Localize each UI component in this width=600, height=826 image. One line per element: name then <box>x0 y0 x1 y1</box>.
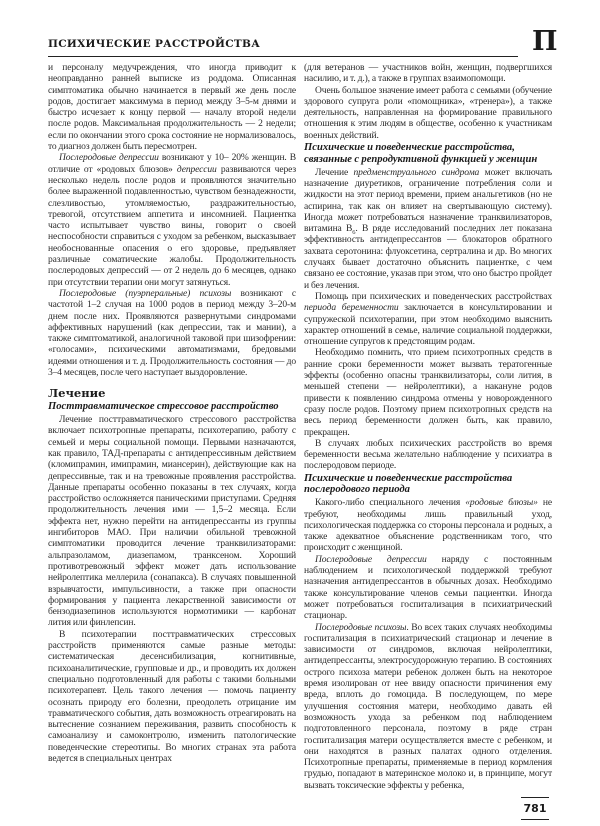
italic-term: Послеродовые (пуэрперальные) психозы <box>59 287 232 299</box>
paragraph <box>304 62 552 85</box>
paragraph <box>304 438 552 472</box>
italic-term: Послеродовые психозы <box>315 621 407 633</box>
paragraph <box>48 629 296 765</box>
text-run: . В ряде исследований последних лет показана эффективность антидепрессантов — блокаторов обратного захвата серотонина: флуоксетина, сертралина и др. Во многих случаях бывает достаточно объяснить пациентке, с чем связано ее состояние, указав при этом, что оно быстро пройдет и без лечения. <box>304 223 552 291</box>
text-run: и персоналу медучреждения, что иногда приводит к неоправданно ранней выписке из роддома. Описанная симптоматика обычно начинается в первый же день после родов, достигает максимума в период между 3–5-м днями и быстро исчезает к концу первой — началу второй недели после родов. Максимальная продолжительность — 2 недели; если по окончании этого срока состояние не нормализовалось, то диагноз должен быть пересмотрен. <box>48 62 296 153</box>
text-run: (для ветеранов — участников войн, женщин, подвергшихся насилию, и т. д.), а также в группах взаимопомощи. <box>304 62 552 85</box>
paragraph <box>48 288 296 378</box>
text-run: В психотерапии посттравматических стрессовых расстройств применяются самые разные методы: систематическая десенсибилизация, когнитивные, психоаналитические, групповые и др., и проводить их должен специально подготовленный для работы с такими больными психотерапевт. Цель такого лечения — помочь пациенту осознать природу его болезни, преодолеть отрицание им травматического события, дать возможность отреагировать на вытеснение сознанием переживания, развить способность к самоанализу и самоконтролю, изменить патологические поведенческие стереотипы. Во многих странах эта работа ведется в специальных центрах <box>48 628 296 765</box>
running-header-title: ПСИХИЧЕСКИЕ РАССТРОЙСТВА <box>48 38 261 50</box>
paragraph <box>48 62 296 152</box>
text-run: развиваются через несколько недель после родов и проявляются значительно более выраженной подавленностью, чувством безнадежности, слезливостью, утомляемостью, раздражительностью, тревогой, отсутствием аппетита и инсомнией. Пациентка часто испытывает чувство вины, говорит о своей неспособности справиться с уходом за ребенком, высказывает необоснованные опасения о его здоровье, предъявляет различные соматические жалобы. Продолжительность послеродовых депрессий — от 2 недель до 6 месяцев, однако при отсутствии терапии они могут затянуться. <box>48 163 296 288</box>
paragraph <box>304 85 552 141</box>
text-run: не требуют, необходимы лишь правильный уход, психологическая поддержка со стороны персонала и родных, а также адекватное объяснение родственникам того, что происходит с женщиной. <box>304 497 553 554</box>
italic-term: периода беременности <box>304 302 399 314</box>
subscript: 6 <box>352 229 356 237</box>
text-run: наряду с постоянным наблюдением и психологической поддержкой требуют назначения антидепрессантов в обычных дозах. Необходимо также консультирование членов семьи пациентки. Иногда может потребоваться госпитализация в психиатрический стационар. <box>304 553 552 622</box>
subsection-heading: Психические и поведенческие расстройства, связанные с репродуктивной функцией у женщин <box>304 142 538 165</box>
subsection-heading: Посттравматическое стрессовое расстройство <box>48 401 279 413</box>
paragraph <box>48 152 296 288</box>
text-run: . Во всех таких случаях необходимы госпитализация в психиатрический стационар и лечение в зависимости от синдромов, включая нейролептики, антидепрессанты, электросудорожную терапию. В состояниях острого психоза матери ребенок должен быть на некоторое время изолирован от нее ввиду опасности причинения ему вреда, вплоть до гомоцида. В последующем, по мере улучшения состояния матери, необходимо давать ей возможность ухода за ребенком под наблюдением подготовленного персонала, поэтому в ряде стран госпитализация матери осуществляется вместе с ребенком, и они находятся в разных палатах одного отделения. Психотропные препараты, применяемые в период кормления грудью, попадают в материнское молоко и, в принципе, могут вызвать токсические эффекты у ребенка, <box>304 621 552 791</box>
text-run: может включать назначение диуретиков, ограничение потребления соли и жидкости на этот период времени, прием анальгетиков (но не аспирина, так как он влияет на свертывающую систему). Иногда может потребоваться назначение транквилизаторов, витамина B <box>304 166 552 235</box>
text-run: Какого-либо специального лечения <box>315 497 466 509</box>
paragraph <box>304 554 552 622</box>
paragraph <box>304 291 552 347</box>
page-number: 781 <box>521 797 549 820</box>
text-run: Лечение посттравматического стрессового расстройства включает психотропные препараты, психотерапию, работу с семьей и меры социальной помощи. Первыми назначаются, как правило, ТАД-препараты с антидепрессивным действием (кломипрамин, имипрамин, миансерин), действующие как на депрессивные, так и на тревожные проявления расстройства. Данные препараты особенно показаны в тех случаях, когда расстройство осложняется паническими приступами. Средняя продолжительность лечения ими — 1,5–2 месяца. Если эффекта нет, нужно перейти на антидепрессанты из группы ингибиторов МАО. При наличии обильной тревожной симптоматики проводится лечение транквилизаторами: альпразоламом, диазепамом, транксеном. Хороший противотревожный эффект может дать использование нейролептика меллерила (сонапакса). В случаях повышенной взрывчатости, импульсивности, а также при опасности формирования у пациента лекарственной зависимости от бензодиазепинов используются нормотимики — карбонат лития или финлепсин. <box>48 414 296 629</box>
text-run: возникают с частотой 1–2 случая на 1000 родов в период между 3–20-м днем после них. Проявляются развернутыми синдромами аффективных нарушений (как депрессии, так и мании), а также симптоматикой, аналогичной таковой при шизофрении: «голосами», психическими автоматизмами, бредовыми идеями отношения и т. д. Продолжительность состояния — до 3–4 месяцев, после чего наступает выздоровление. <box>48 287 296 379</box>
left-column <box>48 62 296 764</box>
italic-term: «родовые блюзы» <box>465 497 538 509</box>
paragraph <box>304 622 552 791</box>
text-run: В случаях любых психических расстройств во время беременности весьма желательно наблюдение у психиатра в послеродовом периоде. <box>304 437 552 472</box>
paragraph <box>304 167 552 291</box>
text-run: возникают у 10– 20% женщин. В отличие от «родовых блюзов» <box>48 152 296 175</box>
text-run: Очень большое значение имеет работа с семьями (обучение здорового супруга роли «помощника», «тренера»), а также деятельность, направленная на формирование правильного отношения к этим людям в обществе, особенно к участникам военных действий. <box>304 84 552 141</box>
text-run: Лечение <box>315 166 354 178</box>
text-run: Необходимо помнить, что прием психотропных средств в ранние сроки беременности может вызвать тератогенные эффекты (особенно опасны транквилизаторы, соли лития, в меньшей степени — нейролептики), а накануне родов привести к появлению синдрома отмены у новорожденного сразу после родов. Поэтому прием психотропных средств на весь период беременности должен быть, как правило, прекращен. <box>304 347 552 438</box>
italic-term: депрессии <box>176 163 217 175</box>
text-run: заключается в консультировании и супружеской психотерапии, при этом необходимо выяснить характер отношений в семье, наличие социальной поддержки, отношение супругов к предстоящим родам. <box>304 302 552 348</box>
section-heading: Лечение <box>48 386 106 401</box>
paragraph <box>304 497 552 553</box>
right-column <box>304 62 552 791</box>
section-letter: П <box>532 26 558 57</box>
text-run: Помощь при психических и поведенческих расстройствах <box>315 290 552 302</box>
italic-term: предменструального синдрома <box>353 166 480 178</box>
paragraph <box>48 414 296 629</box>
subsection-heading: Психические и поведенческие расстройства послеродового периода <box>304 472 513 496</box>
paragraph <box>304 347 552 437</box>
italic-term: Послеродовые депрессии <box>59 152 159 164</box>
italic-term: Послеродовые депрессии <box>315 553 427 565</box>
running-header <box>48 31 518 57</box>
